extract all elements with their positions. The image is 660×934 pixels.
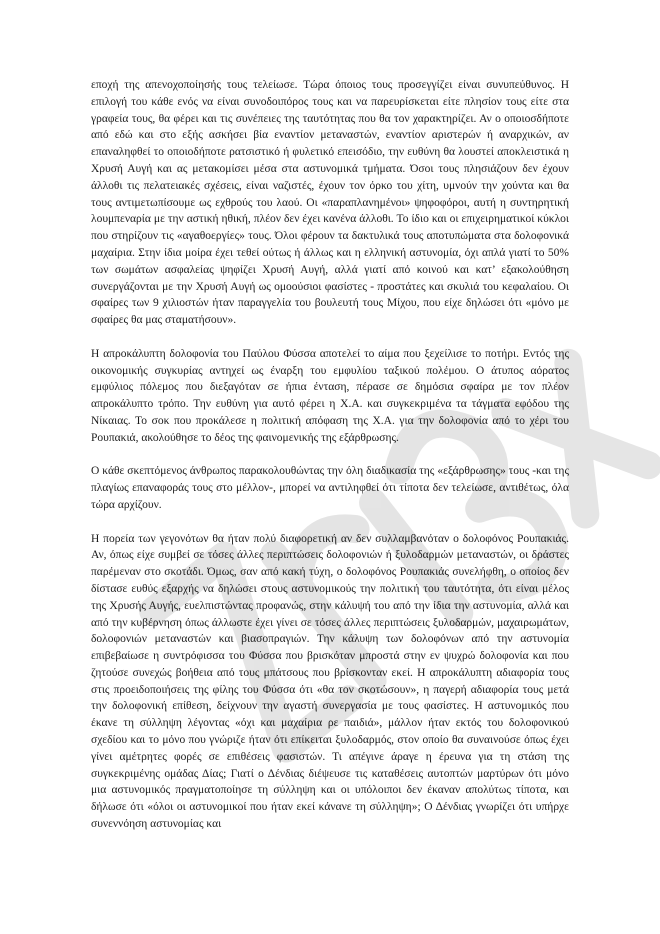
paragraph-1: εποχή της απενοχοποίησής τους τελείωσε. Τώρα όποιος τους προσεγγίζει είναι συνυπεύθυνος. Η επιλογή του κάθε ενός να είναι συνοδοιπόρος τους και να παρευρίσκεται είτε πλησίον τους είτε στα γραφεία τους, θα φέρει και τις συνέπειες της ταυτότητας που θα τον χαρακτηρίζει. Αν ο οποιοσδήποτε από εδώ και στο εξής ασκήσει βία εναντίον μεταναστών, εναντίον αριστερών ή αναρχικών, αν επαναληφθεί το οποιοδήποτε ρατσιστικό ή φυλετικό επεισόδιο, την ευθύνη θα λουστεί αποκλειστικά η Χρυσή Αυγή και ας μετακομίσει μέσα στα αστυνομικά τμήματα. Όσοι τους πλησιάζουν δεν έχουν άλλοθι τις πελατειακές σχέσεις, είναι ναζιστές, έχουν τον όρκο του χίτη, υμνούν την χούντα και θα τους αντιμετωπίσουμε ως εχθρούς του λαού. Οι «παραπλανημένοι» ψηφοφόροι, αυτή η συντηρητική λουμπεναρία με την αστική ηθική, πλέον δεν έχει κανένα άλλοθι. Το ίδιο και οι επιχειρηματικοί κύκλοι που στηρίζουν τις «αγαθοεργίες» τους. Όλοι φέρουν τα δακτυλικά τους αποτυπώματα στα δολοφονικά μαχαίρια. Στην ίδια μοίρα έχει τεθεί ούτως ή άλλως και η ελληνική αστυνομία, όχι απλά γιατί το 50% των σωμάτων ασφαλείας ψηφίζει Χρυσή Αυγή, αλλά γιατί από κοινού και κατ’ εξακολούθηση συνεργάζονται με την Χρυσή Αυγή ως ομοούσιοι φασίστες - προστάτες και σκυλιά του κεφαλαίου. Οι σφαίρες των 9 χιλιοστών ήταν παραγγελία του βουλευτή τους Μίχου, που είχε δηλώσει ότι «μόνο με σφαίρες θα μας σταματήσουν». [91,79,569,327]
paragraph-4: Η πορεία των γεγονότων θα ήταν πολύ διαφορετική αν δεν συλλαμβανόταν ο δολοφόνος Ρουπακιάς. Αν, όπως είχε συμβεί σε τόσες άλλες περιπτώσεις δολοφονιών ή ξυλοδαρμών μεταναστών, οι δράστες παρέμεναν στο σκοτάδι. Όμως, σαν από κακή τύχη, ο δολοφόνος Ρουπακιάς συνελήφθη, ο οποίος δεν δίστασε ευθύς εξαρχής να δηλώσει στους αστυνομικούς την πολιτική του ταυτότητα, ότι είναι μέλος της Χρυσής Αυγής, ευελπιστώντας προφανώς, στην κάλυψή του από την ίδια την αστυνομία, αλλά και από την κυβέρνηση όπως άλλωστε έχει γίνει σε τόσες άλλες περιπτώσεις ξυλοδαρμών, μαχαιρωμάτων, δολοφονιών μεταναστών και βιασοπραγιών. Την κάλυψη των δολοφόνων από την αστυνομία επιβεβαίωσε η συντρόφισσα του Φύσσα που βρισκόταν μπροστά στην εν ψυχρώ δολοφονία και που ζητούσε συνεχώς βοήθεια από τους μπάτσους που βρίσκονταν εκεί. Η απροκάλυπτη αδιαφορία τους στις προειδοποιήσεις της φίλης του Φύσσα ότι «θα τον σκοτώσουν», η παγερή αδιαφορία τους μετά την δολοφονική επίθεση, δείχνουν την αγαστή συνεργασία με τους φασίστες. Η αστυνομικός που έκανε τη σύλληψη λέγοντας «όχι και μαχαίρια ρε παιδιά», μάλλον ήταν εκτός του δολοφονικού σχεδίου και το μόνο που γνώριζε ήταν ότι επίκειται ξυλοδαρμός, στον οποίο θα συναινούσε όπως έχει γίνει αμέτρητες φορές σε επιθέσεις φασιστών. Τι απέγινε άραγε η έρευνα για τη στάση της συγκεκριμένης ομάδας Δίας; Γιατί ο Δένδιας διέψευσε τις καταθέσεις αυτοπτών μαρτύρων ότι μόνο μια αστυνομικός πραγματοποίησε τη σύλληψη και οι υπόλοιποι δεν έκαναν απολύτως τίποτα, και δήλωσε ότι «όλοι οι αστυνομικοί που ήταν εκεί κάνανε τη σύλληψη»; Ο Δένδιας γνωρίζει ότι υπήρχε συνεννόηση αστυνομίας και [91,532,569,831]
document-body [91,77,569,833]
paragraph-2: Η απροκάλυπτη δολοφονία του Παύλου Φύσσα αποτελεί το αίμα που ξεχείλισε το ποτήρι. Εντός της οικονομικής συγκυρίας αντηχεί ως έναρξη του εμφυλίου ταξικού πολέμου. Ο άτυπος αόρατος εμφύλιος πόλεμος που διεξαγόταν σε ήπια ένταση, πέρασε σε δημόσια σφαίρα με τον πλέον απροκάλυπτο τρόπο. Την ευθύνη για αυτό φέρει η Χ.Α. και συγκεκριμένα τα τάγματα εφόδου της Νίκαιας. Το σοκ που προκάλεσε η πολιτική απόφαση της Χ.Α. για την δολοφονία από το χέρι του Ρουπακιά, ακολούθησε το δέος της φαινομενικής της εξάρθρωσης. [91,347,569,444]
paragraph-3: Ο κάθε σκεπτόμενος άνθρωπος παρακολουθώντας την όλη διαδικασία της «εξάρθρωσης» τους -και της πλαγίως επαναφοράς τους στο μέλλον-, μπορεί να αντιληφθεί ότι τίποτα δεν τελείωσε, αντιθέτως, όλα τώρα αρχίζουν. [91,465,569,511]
